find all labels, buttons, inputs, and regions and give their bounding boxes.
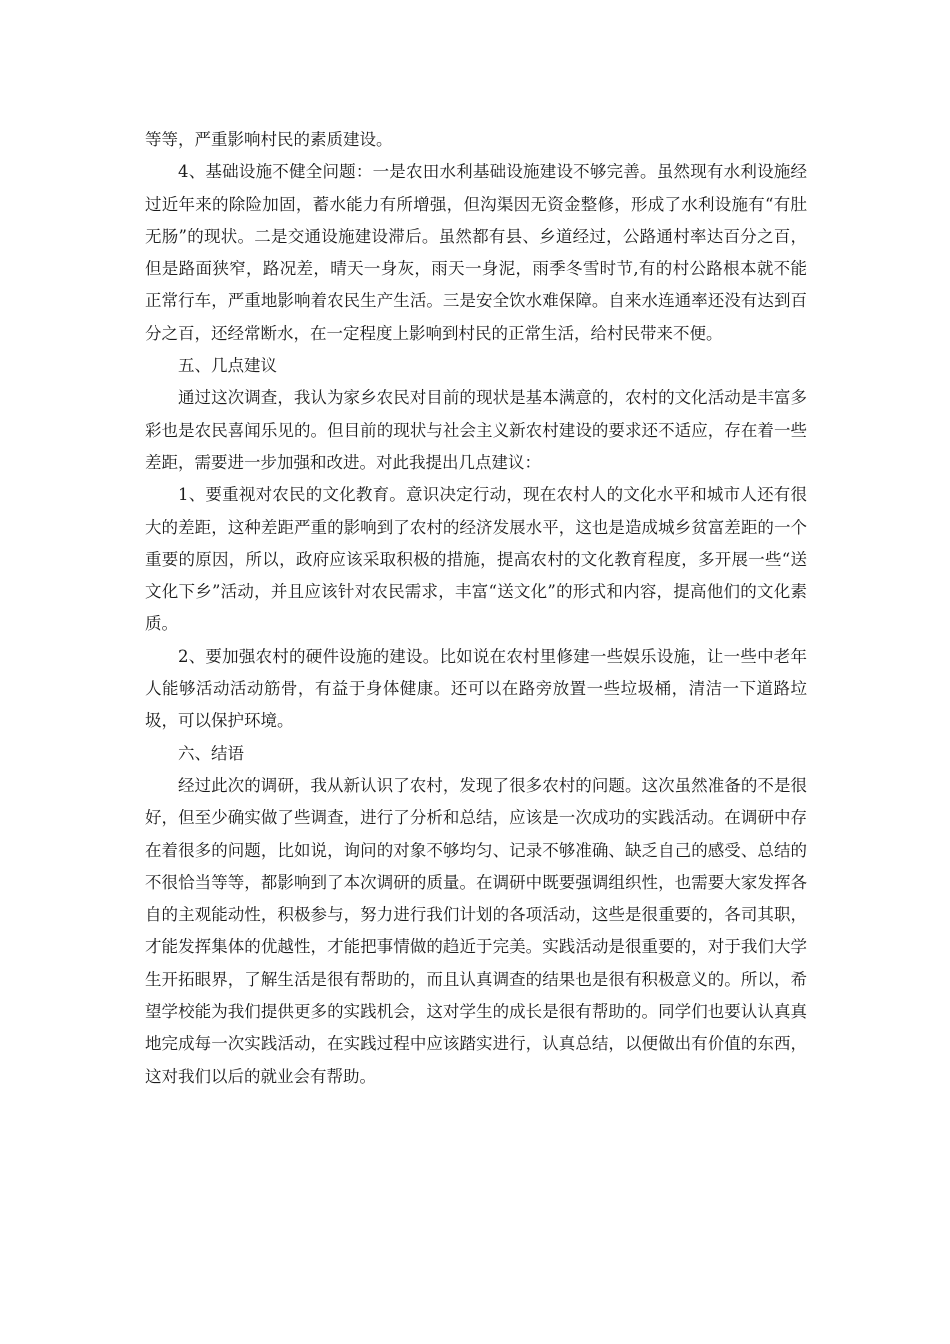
paragraph-suggestions-intro: 通过这次调查，我认为家乡农民对目前的现状是基本满意的，农村的文化活动是丰富多彩也是农民喜闻乐见的。但目前的现状与社会主义新农村建设的要求还不适应，存在着一些差距，需要进一步加强和改进。对此我提出几点建议： — [145, 388, 807, 472]
paragraph-continuation: 等等，严重影响村民的素质建设。 — [145, 130, 393, 149]
section-heading-suggestions: 五、几点建议 — [178, 356, 277, 376]
document-body — [145, 124, 807, 1093]
section-heading-conclusion: 六、结语 — [178, 743, 244, 763]
paragraph-conclusion: 经过此次的调研，我从新认识了农村，发现了很多农村的问题。这次虽然准备的不是很好，但至少确实做了些调查，进行了分析和总结，应该是一次成功的实践活动。在调研中存在着很多的问题，比如说，询问的对象不够均匀、记录不够准确、缺乏自己的感受、总结的不很恰当等等，都影响到了本次调研的质量。在调研中既要强调组织性，也需要大家发挥各自的主观能动性，积极参与，努力进行我们计划的各项活动，这些是很重要的，各司其职，才能发挥集体的优越性，才能把事情做的趋近于完美。实践活动是很重要的，对于我们大学生开拓眼界，了解生活是很有帮助的，而且认真调查的结果也是很有积极意义的。所以，希望学校能为我们提供更多的实践机会，这对学生的成长是很有帮助的。同学们也要认认真真地完成每一次实践活动，在实践过程中应该踏实进行，认真总结，以便做出有价值的东西，这对我们以后的就业会有帮助。 — [145, 775, 807, 1086]
paragraph-suggestion-education: 1、要重视对农民的文化教育。意识决定行动，现在农村人的文化水平和城市人还有很大的差距，这种差距严重的影响到了农村的经济发展水平，这也是造成城乡贫富差距的一个重要的原因，所以，政府应该采取积极的措施，提高农村的文化教育程度，多开展一些“送文化下乡”活动，并且应该针对农民需求，丰富“送文化”的形式和内容，提高他们的文化素质。 — [145, 485, 807, 634]
paragraph-suggestion-facilities: 2、要加强农村的硬件设施的建设。比如说在农村里修建一些娱乐设施，让一些中老年人能够活动活动筋骨，有益于身体健康。还可以在路旁放置一些垃圾桶，清洁一下道路垃圾，可以保护环境。 — [145, 646, 807, 731]
paragraph-infrastructure-issue: 4、基础设施不健全问题：一是农田水利基础设施建设不够完善。虽然现有水利设施经过近年来的除险加固，蓄水能力有所增强，但沟渠因无资金整修，形成了水利设施有“有肚无肠”的现状。二是交通设施建设滞后。虽然都有县、乡道经过，公路通村率达百分之百，但是路面狭窄，路况差，晴天一身灰，雨天一身泥，雨季冬雪时节,有的村公路根本就不能正常行车，严重地影响着农民生产生活。三是安全饮水难保障。自来水连通率还没有达到百分之百，还经常断水，在一定程度上影响到村民的正常生活，给村民带来不便。 — [145, 162, 807, 343]
